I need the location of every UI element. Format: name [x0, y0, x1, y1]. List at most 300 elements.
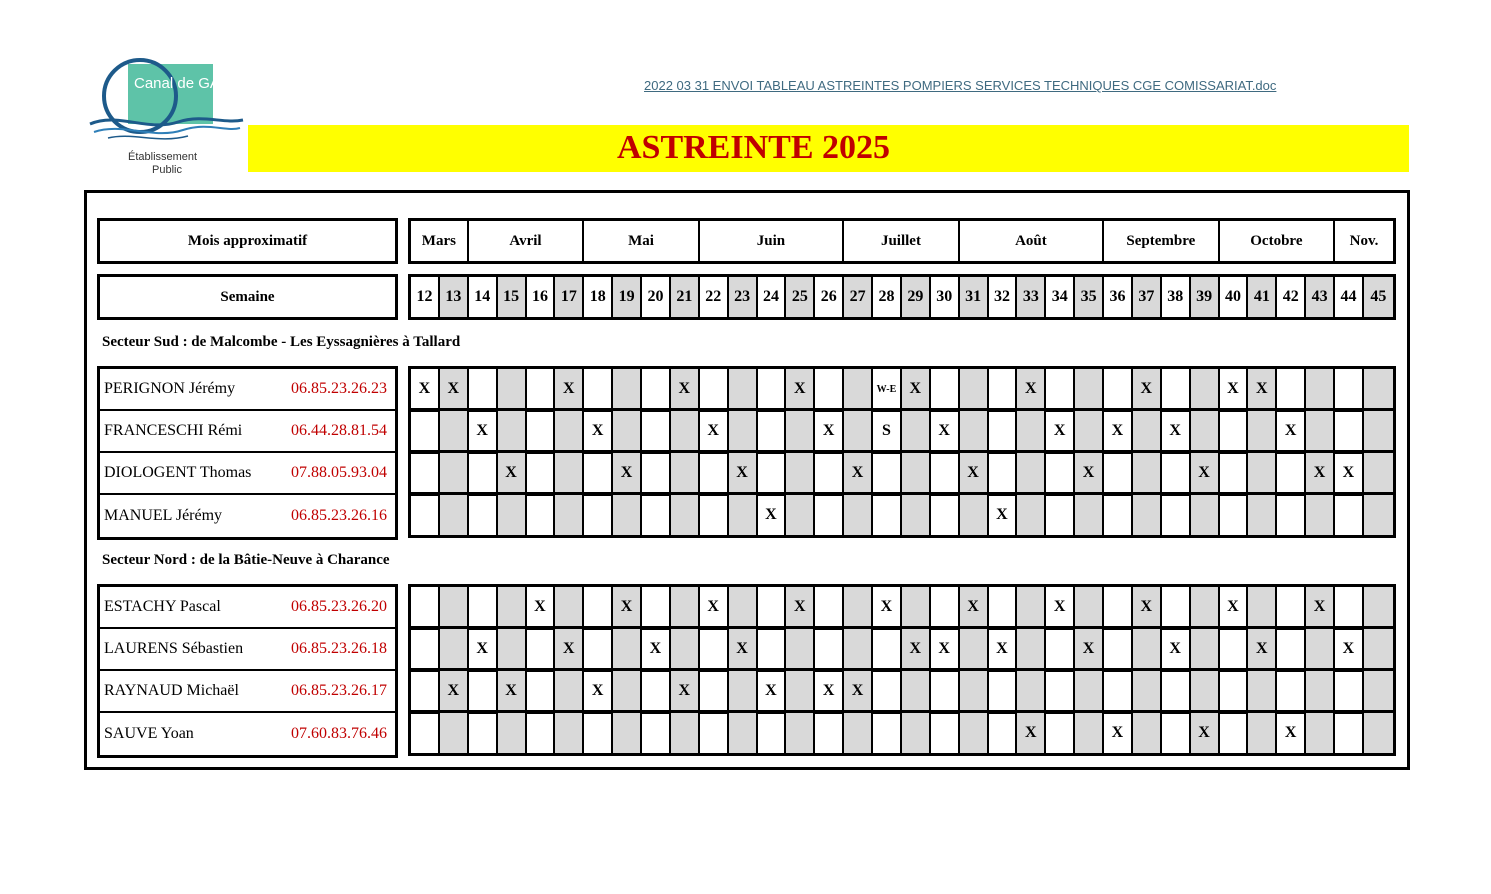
- schedule-cell: [1017, 453, 1046, 493]
- schedule-cell: X: [1306, 453, 1335, 493]
- schedule-cell: [1364, 587, 1393, 627]
- schedule-cell: X: [555, 369, 584, 409]
- schedule-cell: [700, 495, 729, 535]
- person-row: [100, 713, 395, 755]
- week-cell: 25: [786, 277, 815, 317]
- schedule-cell: [1075, 671, 1104, 711]
- schedule-cell: X: [1046, 411, 1075, 451]
- schedule-cell: [873, 495, 902, 535]
- schedule-cell: [613, 671, 642, 711]
- schedule-cell: X: [1046, 587, 1075, 627]
- schedule-cell: X: [700, 411, 729, 451]
- schedule-cell: X: [989, 629, 1018, 669]
- schedule-cell: [989, 453, 1018, 493]
- schedule-cell: [931, 671, 960, 711]
- person-name: LAURENS Sébastien: [104, 640, 244, 657]
- schedule-cell: [1335, 587, 1364, 627]
- person-name: FRANCESCHI Rémi: [104, 422, 243, 439]
- schedule-cell: [555, 495, 584, 535]
- schedule-cell: [1248, 587, 1277, 627]
- week-cell: 40: [1220, 277, 1249, 317]
- schedule-cell: [1306, 411, 1335, 451]
- schedule-cell: [700, 369, 729, 409]
- schedule-cell: [527, 453, 556, 493]
- schedule-cell: X: [815, 411, 844, 451]
- schedule-cell: [1277, 453, 1306, 493]
- schedule-cell: [1162, 369, 1191, 409]
- schedule-cell: [1046, 629, 1075, 669]
- week-cell: 32: [989, 277, 1018, 317]
- schedule-cell: [1046, 453, 1075, 493]
- schedule-cell: [469, 587, 498, 627]
- schedule-cell: [1335, 713, 1364, 753]
- schedule-cell: X: [1104, 411, 1133, 451]
- schedule-cell: W-E: [873, 369, 902, 409]
- schedule-cell: [1075, 495, 1104, 535]
- schedule-cell: [584, 453, 613, 493]
- schedule-cell: X: [873, 587, 902, 627]
- schedule-cell: [758, 713, 787, 753]
- schedule-cell: [786, 713, 815, 753]
- schedule-cell: [729, 713, 758, 753]
- week-cell: 45: [1364, 277, 1393, 317]
- schedule-cell: [469, 453, 498, 493]
- schedule-cell: X: [758, 495, 787, 535]
- schedule-cell: [873, 671, 902, 711]
- month-cell: Septembre: [1104, 221, 1220, 261]
- schedule-cell: [642, 453, 671, 493]
- schedule-cell: [815, 453, 844, 493]
- schedule-cell: X: [1248, 629, 1277, 669]
- schedule-cell: X: [671, 671, 700, 711]
- schedule-cell: [729, 587, 758, 627]
- schedule-cell: [584, 587, 613, 627]
- schedule-cell: [786, 629, 815, 669]
- logo-sub1: Établissement: [128, 151, 198, 163]
- schedule-cell: [729, 369, 758, 409]
- week-cell: 12: [411, 277, 440, 317]
- schedule-cell: [1191, 411, 1220, 451]
- week-cell: 21: [671, 277, 700, 317]
- schedule-cell: [1248, 453, 1277, 493]
- schedule-cell: X: [1162, 629, 1191, 669]
- schedule-cell: [815, 629, 844, 669]
- schedule-cell: [555, 411, 584, 451]
- schedule-cell: [411, 713, 440, 753]
- schedule-cell: [1335, 411, 1364, 451]
- schedule-cell: [989, 411, 1018, 451]
- logo-sub2: Public: [152, 164, 182, 176]
- schedule-cell: [671, 495, 700, 535]
- schedule-cell: [469, 713, 498, 753]
- schedule-cell: [1162, 671, 1191, 711]
- schedule-cell: [1335, 369, 1364, 409]
- schedule-cell: X: [1075, 453, 1104, 493]
- schedule-cell: X: [642, 629, 671, 669]
- schedule-cell: [1017, 671, 1046, 711]
- schedule-cell: [815, 495, 844, 535]
- schedule-cell: [700, 713, 729, 753]
- schedule-cell: [729, 671, 758, 711]
- schedule-cell: [1162, 495, 1191, 535]
- schedule-cell: [1248, 713, 1277, 753]
- sector-title: Secteur Sud : de Malcombe - Les Eyssagnières à Tallard: [102, 334, 461, 350]
- schedule-cell: [1277, 495, 1306, 535]
- schedule-cell: [786, 495, 815, 535]
- schedule-cell: [1133, 671, 1162, 711]
- schedule-cell: X: [989, 495, 1018, 535]
- schedule-cell: [873, 453, 902, 493]
- person-row: [100, 369, 395, 411]
- schedule-cell: [1277, 369, 1306, 409]
- schedule-cell: [1133, 495, 1162, 535]
- schedule-cell: [1306, 671, 1335, 711]
- schedule-row: [408, 366, 1396, 412]
- schedule-cell: [527, 411, 556, 451]
- schedule-row: [408, 408, 1396, 454]
- schedule-cell: X: [527, 587, 556, 627]
- schedule-cell: [1046, 369, 1075, 409]
- schedule-cell: [527, 713, 556, 753]
- schedule-cell: [584, 495, 613, 535]
- week-cell: 24: [758, 277, 787, 317]
- schedule-cell: X: [469, 411, 498, 451]
- person-row: [100, 453, 395, 495]
- week-cell: 33: [1017, 277, 1046, 317]
- schedule-cell: [902, 587, 931, 627]
- schedule-cell: [902, 495, 931, 535]
- person-phone: 07.60.83.76.46: [291, 725, 387, 742]
- schedule-cell: [498, 369, 527, 409]
- schedule-cell: [1162, 587, 1191, 627]
- schedule-cell: [584, 629, 613, 669]
- schedule-cell: [1220, 629, 1249, 669]
- schedule-cell: X: [902, 629, 931, 669]
- schedule-cell: [642, 587, 671, 627]
- schedule-cell: [1335, 495, 1364, 535]
- week-cell: 42: [1277, 277, 1306, 317]
- schedule-cell: [527, 495, 556, 535]
- schedule-cell: [758, 411, 787, 451]
- schedule-cell: [1104, 369, 1133, 409]
- schedule-cell: [498, 713, 527, 753]
- schedule-cell: [902, 713, 931, 753]
- schedule-cell: X: [498, 671, 527, 711]
- week-cell: 39: [1191, 277, 1220, 317]
- schedule-row: [408, 626, 1396, 672]
- week-cell: 19: [613, 277, 642, 317]
- schedule-cell: [1364, 411, 1393, 451]
- month-cell: Août: [960, 221, 1104, 261]
- schedule-cell: [613, 369, 642, 409]
- schedule-cell: [440, 495, 469, 535]
- schedule-cell: X: [960, 587, 989, 627]
- schedule-cell: [1191, 587, 1220, 627]
- schedule-cell: [1046, 713, 1075, 753]
- schedule-cell: [498, 411, 527, 451]
- schedule-cell: X: [1277, 713, 1306, 753]
- schedule-cell: [527, 629, 556, 669]
- week-cell: 27: [844, 277, 873, 317]
- month-cell: Juin: [700, 221, 844, 261]
- months-row: [408, 218, 1396, 264]
- schedule-cell: [844, 369, 873, 409]
- schedule-cell: [1104, 629, 1133, 669]
- week-cell: 18: [584, 277, 613, 317]
- schedule-cell: [584, 369, 613, 409]
- week-cell: 17: [555, 277, 584, 317]
- schedule-cell: [498, 495, 527, 535]
- schedule-cell: X: [613, 453, 642, 493]
- schedule-cell: [931, 587, 960, 627]
- person-phone: 07.88.05.93.04: [291, 464, 387, 481]
- week-cell: 20: [642, 277, 671, 317]
- schedule-cell: [1017, 411, 1046, 451]
- schedule-cell: [786, 671, 815, 711]
- schedule-cell: [1133, 629, 1162, 669]
- schedule-cell: [844, 587, 873, 627]
- schedule-cell: [1162, 713, 1191, 753]
- schedule-cell: [989, 587, 1018, 627]
- week-cell: 14: [469, 277, 498, 317]
- month-cell: Mars: [411, 221, 469, 261]
- schedule-cell: [671, 587, 700, 627]
- week-cell: 35: [1075, 277, 1104, 317]
- person-name: RAYNAUD Michaël: [104, 682, 239, 699]
- schedule-cell: [1306, 713, 1335, 753]
- schedule-cell: X: [786, 369, 815, 409]
- schedule-cell: X: [729, 453, 758, 493]
- schedule-cell: [1306, 495, 1335, 535]
- schedule-cell: X: [1133, 369, 1162, 409]
- week-cell: 30: [931, 277, 960, 317]
- schedule-cell: [1364, 671, 1393, 711]
- schedule-cell: [498, 587, 527, 627]
- schedule-cell: X: [440, 369, 469, 409]
- schedule-cell: X: [1162, 411, 1191, 451]
- week-cell: 16: [527, 277, 556, 317]
- schedule-cell: [440, 453, 469, 493]
- person-name: MANUEL Jérémy: [104, 507, 223, 524]
- schedule-cell: [613, 713, 642, 753]
- schedule-row: [408, 668, 1396, 714]
- week-cell: 13: [440, 277, 469, 317]
- schedule-cell: [844, 495, 873, 535]
- schedule-cell: [931, 495, 960, 535]
- schedule-cell: [642, 411, 671, 451]
- sector-nord-names: [97, 584, 398, 758]
- schedule-cell: [671, 629, 700, 669]
- schedule-cell: [1191, 629, 1220, 669]
- schedule-cell: [498, 629, 527, 669]
- schedule-cell: X: [902, 369, 931, 409]
- schedule-cell: [758, 369, 787, 409]
- week-cell: 37: [1133, 277, 1162, 317]
- week-cell: 44: [1335, 277, 1364, 317]
- logo: [88, 52, 248, 177]
- schedule-cell: X: [1248, 369, 1277, 409]
- schedule-cell: [960, 629, 989, 669]
- schedule-cell: X: [584, 411, 613, 451]
- schedule-cell: [960, 713, 989, 753]
- schedule-cell: [1277, 671, 1306, 711]
- schedule-cell: [960, 671, 989, 711]
- schedule-cell: [902, 671, 931, 711]
- schedule-row: [408, 710, 1396, 756]
- schedule-cell: X: [1335, 629, 1364, 669]
- schedule-cell: [902, 411, 931, 451]
- schedule-cell: [1104, 453, 1133, 493]
- schedule-cell: X: [1017, 713, 1046, 753]
- schedule-cell: [1017, 587, 1046, 627]
- schedule-cell: [555, 453, 584, 493]
- schedule-cell: [411, 495, 440, 535]
- schedule-cell: [613, 629, 642, 669]
- schedule-cell: X: [671, 369, 700, 409]
- document-link[interactable]: 2022 03 31 ENVOI TABLEAU ASTREINTES POMPIERS SERVICES TECHNIQUES CGE COMISSARIAT.doc: [644, 78, 1277, 93]
- week-cell: 23: [729, 277, 758, 317]
- person-row: [100, 671, 395, 713]
- sector-title: Secteur Nord : de la Bâtie-Neuve à Charance: [102, 552, 390, 568]
- month-cell: Nov.: [1349, 232, 1379, 249]
- schedule-cell: [411, 587, 440, 627]
- schedule-cell: X: [844, 671, 873, 711]
- schedule-cell: [989, 713, 1018, 753]
- person-row: [100, 411, 395, 453]
- schedule-cell: X: [786, 587, 815, 627]
- person-phone: 06.85.23.26.17: [291, 682, 387, 699]
- person-name: PERIGNON Jérémy: [104, 380, 236, 397]
- schedule-cell: [902, 453, 931, 493]
- schedule-cell: [555, 671, 584, 711]
- month-cell: Mai: [584, 221, 700, 261]
- schedule-cell: X: [1220, 587, 1249, 627]
- person-row: [100, 587, 395, 629]
- month-header-label: Mois approximatif: [97, 218, 398, 264]
- week-cell: 41: [1248, 277, 1277, 317]
- schedule-cell: [642, 369, 671, 409]
- schedule-cell: X: [700, 587, 729, 627]
- schedule-cell: X: [1306, 587, 1335, 627]
- schedule-cell: [411, 629, 440, 669]
- week-header-label: Semaine: [97, 274, 398, 320]
- schedule-cell: [1248, 495, 1277, 535]
- schedule-cell: X: [555, 629, 584, 669]
- schedule-cell: [1075, 587, 1104, 627]
- schedule-cell: [729, 495, 758, 535]
- schedule-cell: [527, 671, 556, 711]
- month-cell: Octobre: [1220, 221, 1336, 261]
- person-phone: 06.85.23.26.20: [291, 598, 387, 615]
- schedule-cell: [440, 629, 469, 669]
- schedule-cell: [555, 587, 584, 627]
- schedule-cell: [1191, 369, 1220, 409]
- schedule-cell: [931, 453, 960, 493]
- week-cell: 26: [815, 277, 844, 317]
- schedule-cell: [411, 453, 440, 493]
- schedule-cell: S: [873, 411, 902, 451]
- schedule-cell: [440, 587, 469, 627]
- schedule-cell: X: [1191, 713, 1220, 753]
- schedule-cell: [700, 453, 729, 493]
- week-cell: 22: [700, 277, 729, 317]
- schedule-cell: X: [469, 629, 498, 669]
- schedule-cell: X: [844, 453, 873, 493]
- schedule-cell: [671, 453, 700, 493]
- schedule-cell: X: [440, 671, 469, 711]
- person-phone: 06.44.28.81.54: [291, 422, 387, 439]
- schedule-cell: [700, 629, 729, 669]
- schedule-cell: [642, 495, 671, 535]
- schedule-cell: X: [758, 671, 787, 711]
- schedule-cell: [411, 671, 440, 711]
- schedule-cell: [642, 713, 671, 753]
- schedule-cell: [960, 369, 989, 409]
- schedule-cell: [1277, 629, 1306, 669]
- schedule-cell: [1017, 495, 1046, 535]
- person-row: [100, 495, 395, 537]
- sector-sud-names: [97, 366, 398, 540]
- schedule-cell: [1220, 713, 1249, 753]
- schedule-cell: [440, 411, 469, 451]
- week-cell: 28: [873, 277, 902, 317]
- schedule-cell: X: [1133, 587, 1162, 627]
- schedule-cell: [469, 495, 498, 535]
- schedule-cell: [1364, 629, 1393, 669]
- schedule-cell: [700, 671, 729, 711]
- page-title: ASTREINTE 2025: [616, 129, 890, 166]
- schedule-cell: [844, 411, 873, 451]
- schedule-row: [408, 450, 1396, 496]
- schedule-cell: [989, 369, 1018, 409]
- schedule-cell: [815, 713, 844, 753]
- schedule-cell: [786, 453, 815, 493]
- schedule-cell: X: [1104, 713, 1133, 753]
- schedule-cell: X: [498, 453, 527, 493]
- schedule-cell: [844, 629, 873, 669]
- schedule-cell: X: [1017, 369, 1046, 409]
- week-cell: 36: [1104, 277, 1133, 317]
- schedule-cell: [1220, 411, 1249, 451]
- person-name: SAUVE Yoan: [104, 725, 194, 742]
- schedule-cell: [440, 713, 469, 753]
- month-cell: Avril: [469, 221, 585, 261]
- schedule-cell: X: [1277, 411, 1306, 451]
- schedule-cell: [555, 713, 584, 753]
- logo-text: Canal de GAP: [134, 75, 230, 92]
- person-row: [100, 629, 395, 671]
- schedule-cell: [469, 369, 498, 409]
- schedule-cell: [411, 411, 440, 451]
- schedule-cell: [584, 713, 613, 753]
- schedule-cell: [1075, 411, 1104, 451]
- person-phone: 06.85.23.26.16: [291, 507, 387, 524]
- schedule-cell: [931, 369, 960, 409]
- schedule-cell: [1277, 587, 1306, 627]
- schedule-cell: [671, 411, 700, 451]
- schedule-cell: X: [584, 671, 613, 711]
- schedule-cell: [1220, 453, 1249, 493]
- schedule-cell: [815, 369, 844, 409]
- schedule-cell: X: [1335, 453, 1364, 493]
- schedule-cell: [758, 587, 787, 627]
- schedule-cell: X: [1191, 453, 1220, 493]
- schedule-row: [408, 492, 1396, 538]
- schedule-cell: [613, 495, 642, 535]
- title-banner: [248, 125, 1409, 172]
- schedule-cell: [1104, 671, 1133, 711]
- person-name: ESTACHY Pascal: [104, 598, 221, 615]
